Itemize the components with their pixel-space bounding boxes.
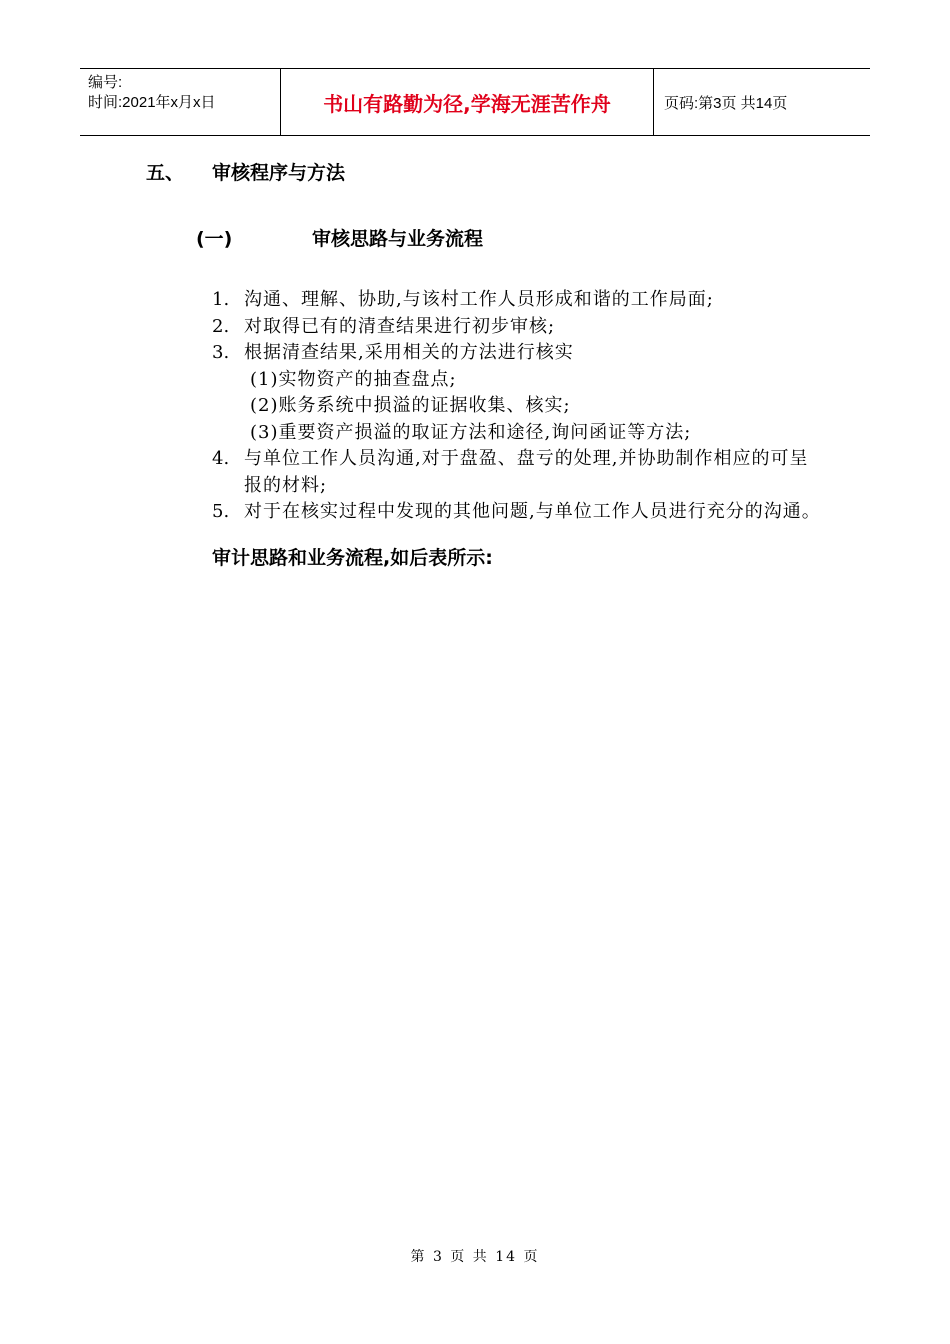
sub-list-item: (3)重要资产损溢的取证方法和途径,询问函证等方法;	[250, 421, 692, 443]
sub-list-item: (2)账务系统中损溢的证据收集、核实;	[250, 395, 571, 416]
code-label: 编号:	[88, 74, 123, 91]
list-item-text: 与单位工作人员沟通,对于盘盈、盘亏的处理,并协助制作相应的可呈报的材料;	[244, 448, 809, 496]
list-item-text: 对于在核实过程中发现的其他问题,与单位工作人员进行充分的沟通。	[244, 501, 821, 522]
list-item-number: 4.	[212, 448, 230, 469]
header-motto: 书山有路勤为径,学海无涯苦作舟	[281, 69, 654, 135]
list-item	[212, 499, 822, 526]
sub-list-item: (1)实物资产的抽查盘点;	[250, 368, 457, 390]
list-item-number: 1.	[212, 289, 230, 310]
header-page-label: 页码:第3页 共14页	[664, 94, 788, 112]
list-item-number: 2.	[212, 315, 230, 337]
section-number: 五、	[146, 162, 185, 184]
subsection-number: (一)	[196, 228, 233, 250]
page-header	[80, 68, 870, 136]
list-item-text: 对取得已有的清查结果进行初步审核;	[244, 315, 556, 337]
subsection-title: 审核思路与业务流程	[312, 228, 484, 250]
section-heading	[146, 158, 345, 185]
conclusion-text: 审计思路和业务流程,如后表所示:	[212, 547, 493, 569]
subsection-heading	[196, 224, 483, 251]
list-item	[212, 287, 822, 314]
page-footer: 第 3 页 共 14 页	[410, 1249, 540, 1265]
procedure-list	[212, 287, 822, 526]
list-item-number: 3.	[212, 342, 230, 363]
list-item-text: 沟通、理解、协助,与该村工作人员形成和谐的工作局面;	[244, 289, 714, 310]
list-item	[212, 446, 822, 499]
section-title: 审核程序与方法	[212, 162, 346, 184]
list-item-text: 根据清查结果,采用相关的方法进行核实	[244, 342, 574, 363]
list-item	[212, 314, 822, 341]
time-label: 时间:2021年x月x日	[88, 94, 216, 111]
list-item-number: 5.	[212, 501, 230, 522]
header-info	[80, 69, 281, 135]
list-item	[212, 340, 822, 367]
